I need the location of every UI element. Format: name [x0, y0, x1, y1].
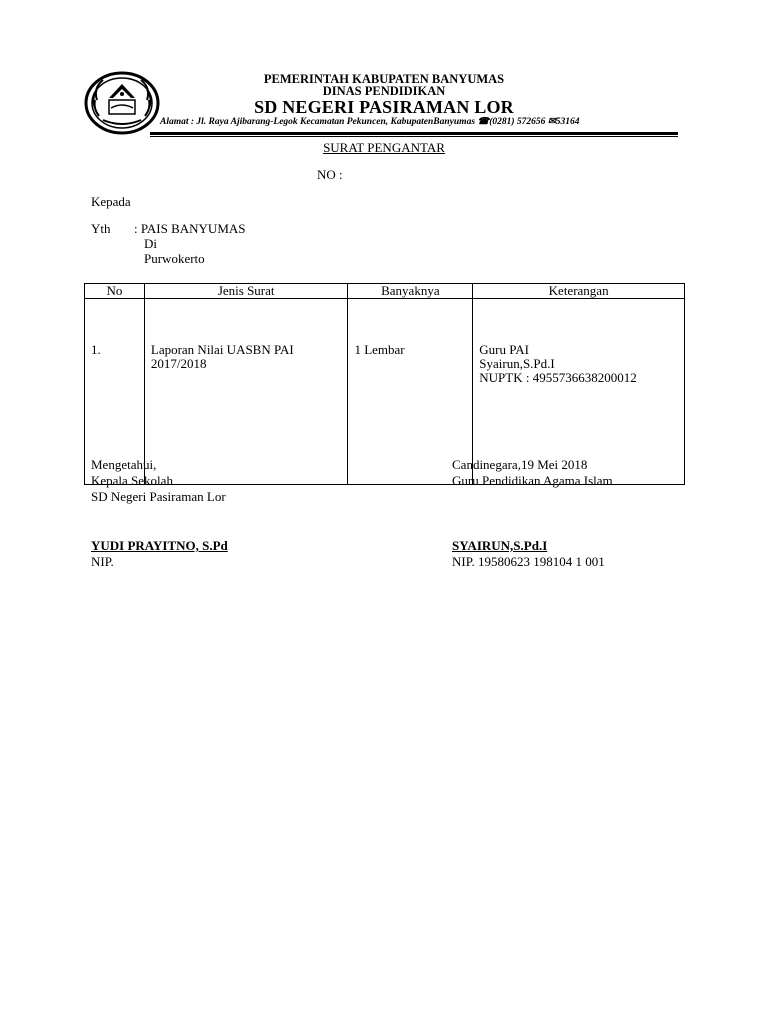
recipient: : PAIS BANYUMAS: [134, 221, 246, 236]
letter-number: NO :: [317, 167, 343, 182]
yth-label: Yth: [91, 221, 111, 236]
col-header-jenis-surat: Jenis Surat: [144, 284, 348, 299]
cell-banyaknya: 1 Lembar: [348, 299, 473, 485]
cell-jenis-surat: [144, 299, 348, 485]
address-text: Alamat : Jl. Raya Ajibarang-Legok Kecamatan Pekuncen, KabupatenBanyumas: [160, 117, 476, 127]
postal-code: 53164: [555, 117, 580, 127]
right-signer-nip: NIP. 19580623 198104 1 001: [452, 554, 605, 569]
to-label: Kepada: [91, 194, 131, 209]
header-department: DINAS PENDIDIKAN: [322, 84, 446, 98]
left-sig-line2: Kepala Sekolah: [91, 473, 173, 488]
right-sig-line2: Guru Pendidikan Agama Islam: [452, 473, 613, 488]
left-sig-line1: Mengetahui,: [91, 457, 157, 472]
cell-no: 1.: [85, 299, 145, 485]
jenis-line: 2017/2018: [150, 356, 207, 371]
letter-title: [0, 140, 768, 156]
right-sig-line1: Candinegara,19 Mei 2018: [452, 457, 588, 472]
letter-title-text: SURAT PENGANTAR: [323, 140, 445, 155]
header-divider-thick: [150, 132, 678, 135]
phone-number: (0281) 572656: [489, 117, 546, 127]
left-sig-line3: SD Negeri Pasiraman Lor: [91, 489, 226, 504]
col-header-banyaknya: Banyaknya: [348, 284, 473, 299]
header-divider-thin: [150, 136, 678, 137]
left-signer-nip: NIP.: [91, 554, 114, 569]
header-school-name: SD NEGERI PASIRAMAN LOR: [254, 97, 514, 117]
keterangan-line: Guru PAI: [479, 342, 529, 357]
header-government: PEMERINTAH KABUPATEN BANYUMAS: [263, 72, 505, 86]
keterangan-line: Syairun,S.Pd.I: [479, 356, 555, 371]
phone-icon: ☎: [477, 117, 490, 127]
table-row: [85, 299, 685, 485]
col-header-keterangan: Keterangan: [473, 284, 685, 299]
right-signer-name: SYAIRUN,S.Pd.I: [452, 538, 548, 553]
header-address: [160, 116, 580, 127]
col-header-no: No: [85, 284, 145, 299]
recipient-at: Di: [144, 236, 157, 251]
mail-icon: ✉: [547, 117, 556, 127]
left-signer-name: YUDI PRAYITNO, S.Pd: [91, 538, 228, 553]
letter-table: [84, 283, 685, 485]
keterangan-line: NUPTK : 4955736638200012: [479, 370, 637, 385]
table-header-row: [85, 284, 685, 299]
recipient-city: Purwokerto: [144, 251, 205, 266]
jenis-line: Laporan Nilai UASBN PAI: [150, 342, 294, 357]
